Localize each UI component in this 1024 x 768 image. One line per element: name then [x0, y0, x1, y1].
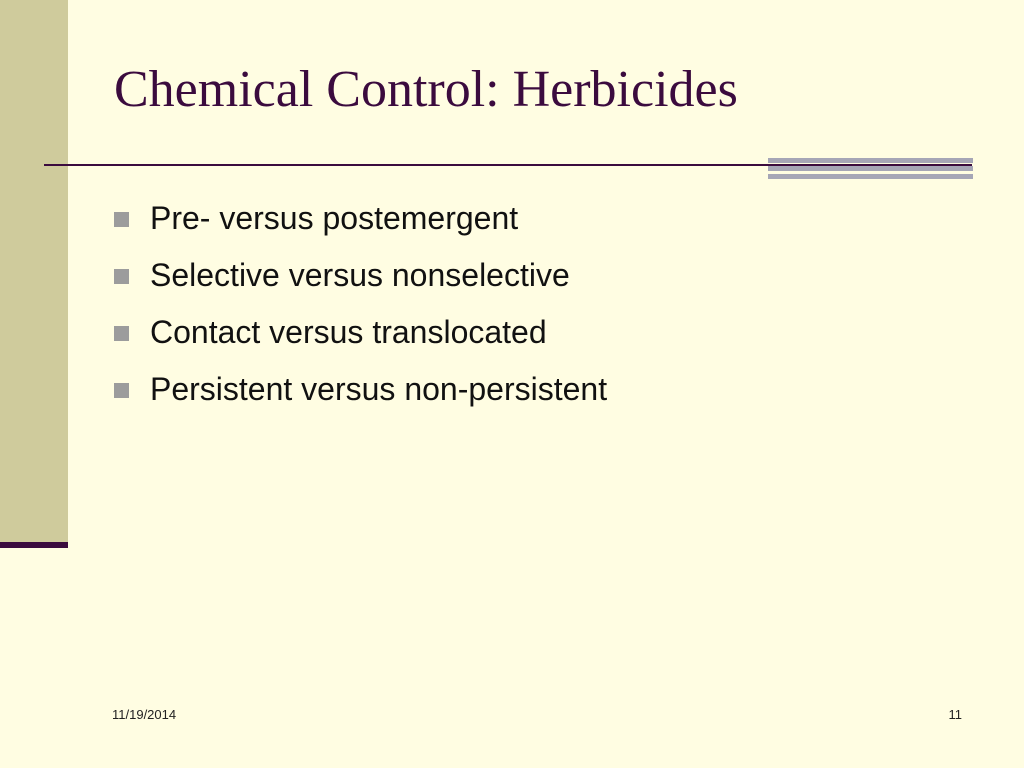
slide-number: 11 [948, 707, 962, 722]
bullet-item [114, 190, 607, 247]
bullet-item [114, 247, 607, 304]
square-bullet-icon [114, 326, 129, 341]
rule-stripe [768, 174, 973, 179]
bullet-item [114, 304, 607, 361]
bullet-text: Pre- versus postemergent [150, 200, 519, 236]
square-bullet-icon [114, 212, 129, 227]
left-decorative-bar [0, 0, 68, 545]
bullet-list [114, 190, 607, 418]
bullet-item [114, 361, 607, 418]
bullet-text: Persistent versus non-persistent [150, 371, 608, 407]
bullet-text: Contact versus translocated [150, 314, 547, 350]
square-bullet-icon [114, 383, 129, 398]
slide-title: Chemical Control: Herbicides [114, 61, 738, 118]
footer-date: 11/19/2014 [112, 707, 177, 722]
title-rule-accent [768, 158, 973, 179]
rule-stripe [768, 166, 973, 171]
rule-stripe [768, 158, 973, 163]
bullet-text: Selective versus nonselective [150, 257, 570, 293]
square-bullet-icon [114, 269, 129, 284]
left-bar-accent-line [0, 542, 68, 548]
